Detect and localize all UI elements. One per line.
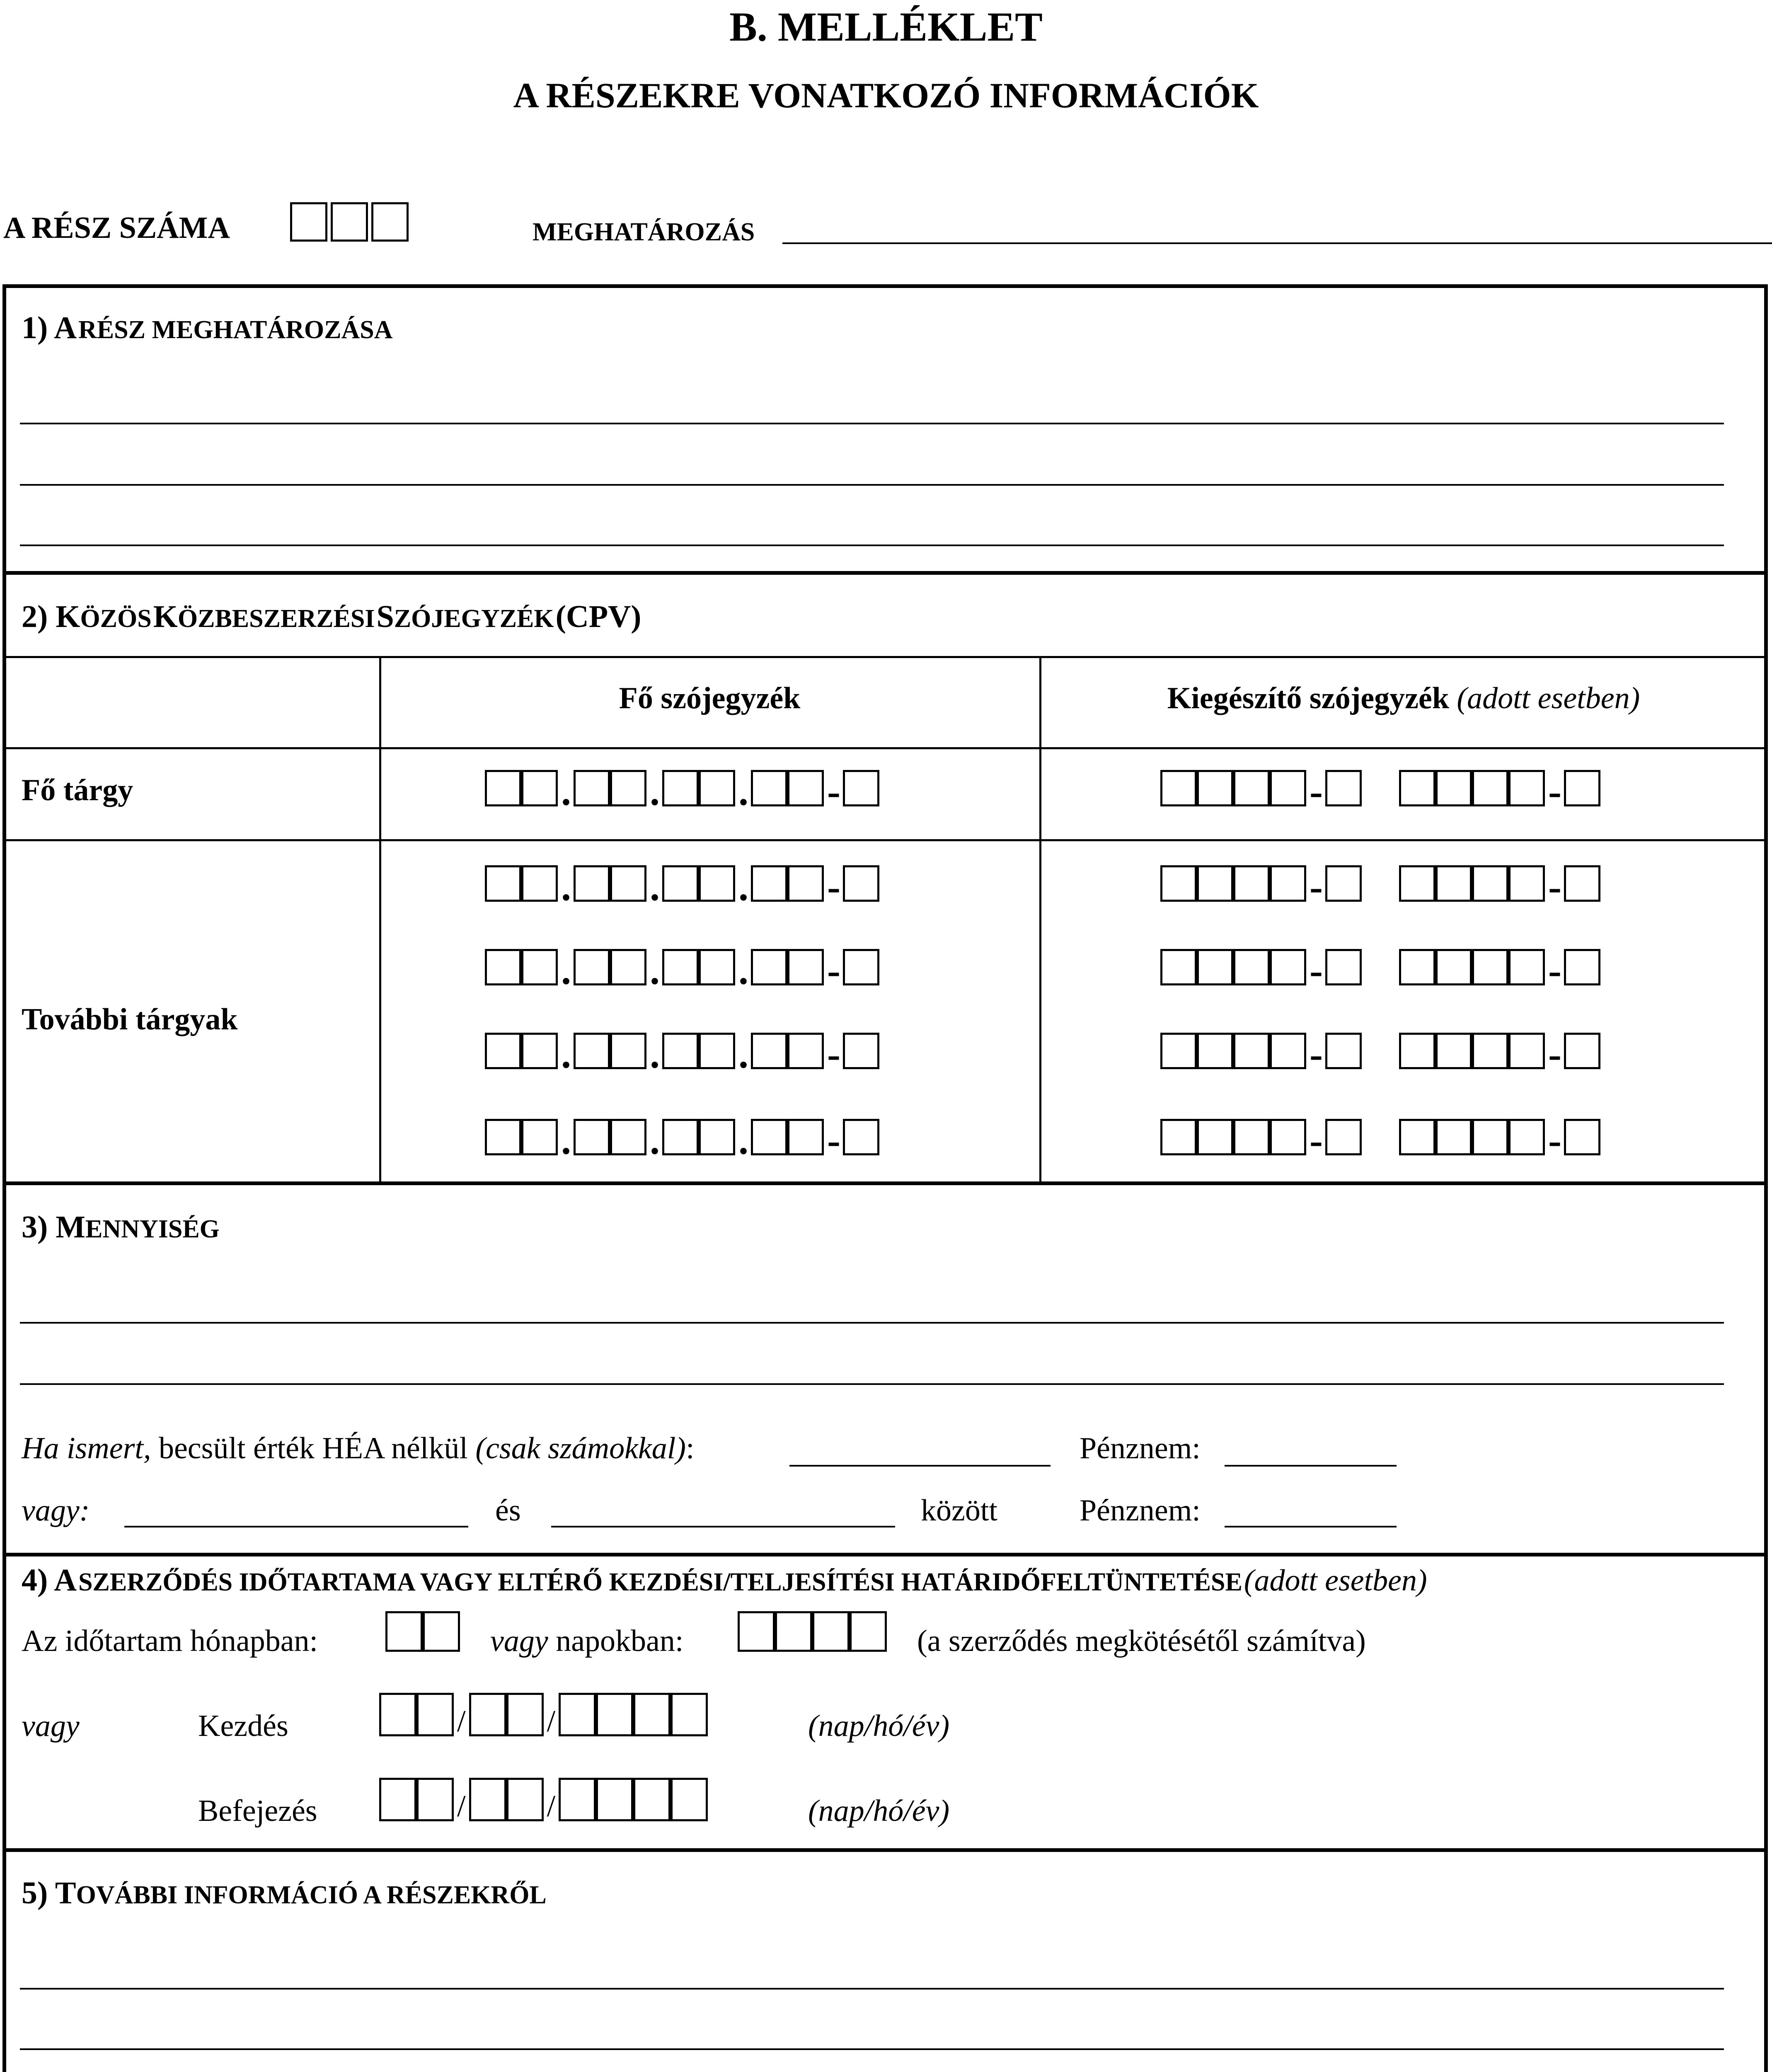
cpv-main-code-1[interactable]: . . . - bbox=[485, 770, 883, 806]
cpv-supp-code-additional-3[interactable]: - - bbox=[1160, 1033, 1604, 1069]
cpv-table-row2 bbox=[2, 839, 1768, 841]
divider-2 bbox=[2, 1181, 1768, 1185]
cpv-additional-code-3[interactable]: . . . - bbox=[485, 1033, 883, 1069]
cpv-additional-code-2[interactable]: . . . - bbox=[485, 949, 883, 985]
divider-4 bbox=[2, 1848, 1768, 1852]
section3-line-1[interactable] bbox=[20, 1322, 1724, 1324]
cpv-supp-code-additional-2[interactable]: - - bbox=[1160, 949, 1604, 985]
cpv-supp-code-additional-4[interactable]: - - bbox=[1160, 1119, 1604, 1155]
page-subtitle: A RÉSZEKRE VONATKOZÓ INFORMÁCIÓK bbox=[513, 75, 1259, 115]
and-label: és bbox=[495, 1493, 521, 1527]
currency-label-2: Pénznem: bbox=[1080, 1493, 1201, 1527]
cpv-supp-code-additional-1[interactable]: - - bbox=[1160, 865, 1604, 902]
end-date-boxes[interactable]: / / bbox=[379, 1778, 711, 1821]
duration-months-label: Az időtartam hónapban: bbox=[22, 1624, 318, 1658]
range-to-input[interactable] bbox=[551, 1526, 895, 1527]
start-date-format: (nap/hó/év) bbox=[808, 1709, 950, 1743]
divider-3 bbox=[2, 1553, 1768, 1556]
section4-heading: 4) A SZERZŐDÉS IDŐTARTAMA VAGY ELTÉRŐ KEZDÉSI/TELJESÍTÉSI HATÁRIDŐFELTÜNTETÉSE (adott esetben) bbox=[22, 1563, 1427, 1598]
row-additional-label: További tárgyak bbox=[22, 1002, 238, 1036]
cpv-table-top bbox=[2, 656, 1768, 658]
section3-line-2[interactable] bbox=[20, 1383, 1724, 1385]
start-date-boxes[interactable]: / / bbox=[379, 1693, 711, 1736]
section1-line-1[interactable] bbox=[20, 423, 1724, 424]
section5-heading: 5) TOVÁBBI INFORMÁCIÓ A RÉSZEKRŐL bbox=[22, 1876, 547, 1910]
between-label: között bbox=[921, 1493, 997, 1527]
currency-label-1: Pénznem: bbox=[1080, 1431, 1201, 1465]
section5-line-2[interactable] bbox=[20, 2048, 1724, 2050]
or-label: vagy: bbox=[22, 1493, 90, 1527]
or-italic-label: vagy bbox=[22, 1709, 80, 1743]
section1-heading: 1) A RÉSZ MEGHATÁROZÁSA bbox=[22, 310, 393, 345]
section5-line-1[interactable] bbox=[20, 1988, 1724, 1990]
end-label: Befejezés bbox=[198, 1794, 317, 1828]
divider-1 bbox=[2, 571, 1768, 575]
from-contract-label: (a szerződés megkötésétől számítva) bbox=[917, 1624, 1366, 1658]
range-from-input[interactable] bbox=[124, 1526, 468, 1527]
part-number-boxes[interactable] bbox=[290, 202, 412, 242]
currency-input-1[interactable] bbox=[1225, 1465, 1397, 1467]
cpv-supp-code-main[interactable]: - - bbox=[1160, 770, 1604, 806]
section1-line-3[interactable] bbox=[20, 545, 1724, 546]
start-label: Kezdés bbox=[198, 1709, 288, 1743]
end-date-format: (nap/hó/év) bbox=[808, 1794, 950, 1828]
part-number-label: A RÉSZ SZÁMA bbox=[3, 211, 230, 245]
section3-heading: 3) MENNYISÉG bbox=[22, 1210, 220, 1244]
cpv-additional-code-1[interactable]: . . . - bbox=[485, 865, 883, 902]
currency-input-2[interactable] bbox=[1225, 1526, 1397, 1527]
duration-months-boxes[interactable] bbox=[385, 1611, 463, 1652]
section2-heading: 2) KÖZÖS KÖZBESZERZÉSI SZÓJEGYZÉK (CPV) bbox=[22, 599, 642, 634]
duration-days-label: vagy napokban: bbox=[490, 1624, 684, 1658]
designation-input-line[interactable] bbox=[782, 242, 1772, 244]
estimated-value-input[interactable] bbox=[789, 1465, 1051, 1467]
cpv-additional-code-4[interactable]: . . . - bbox=[485, 1119, 883, 1155]
page-title: B. MELLÉKLET bbox=[729, 4, 1043, 50]
col-supp-header: Kiegészítő szójegyzék (adott esetben) bbox=[1167, 681, 1640, 715]
col-main-header: Fő szójegyzék bbox=[619, 681, 801, 715]
designation-label: MEGHATÁROZÁS bbox=[533, 218, 755, 246]
cpv-table-row1 bbox=[2, 747, 1768, 749]
section1-line-2[interactable] bbox=[20, 484, 1724, 486]
cpv-table-col2 bbox=[1039, 656, 1041, 1182]
duration-days-boxes[interactable] bbox=[738, 1611, 890, 1652]
cpv-table-col1 bbox=[379, 656, 381, 1182]
row-main-label: Fő tárgy bbox=[22, 773, 133, 807]
estimated-value-label: Ha ismert, becsült érték HÉA nélkül (csak számokkal): bbox=[22, 1431, 695, 1465]
